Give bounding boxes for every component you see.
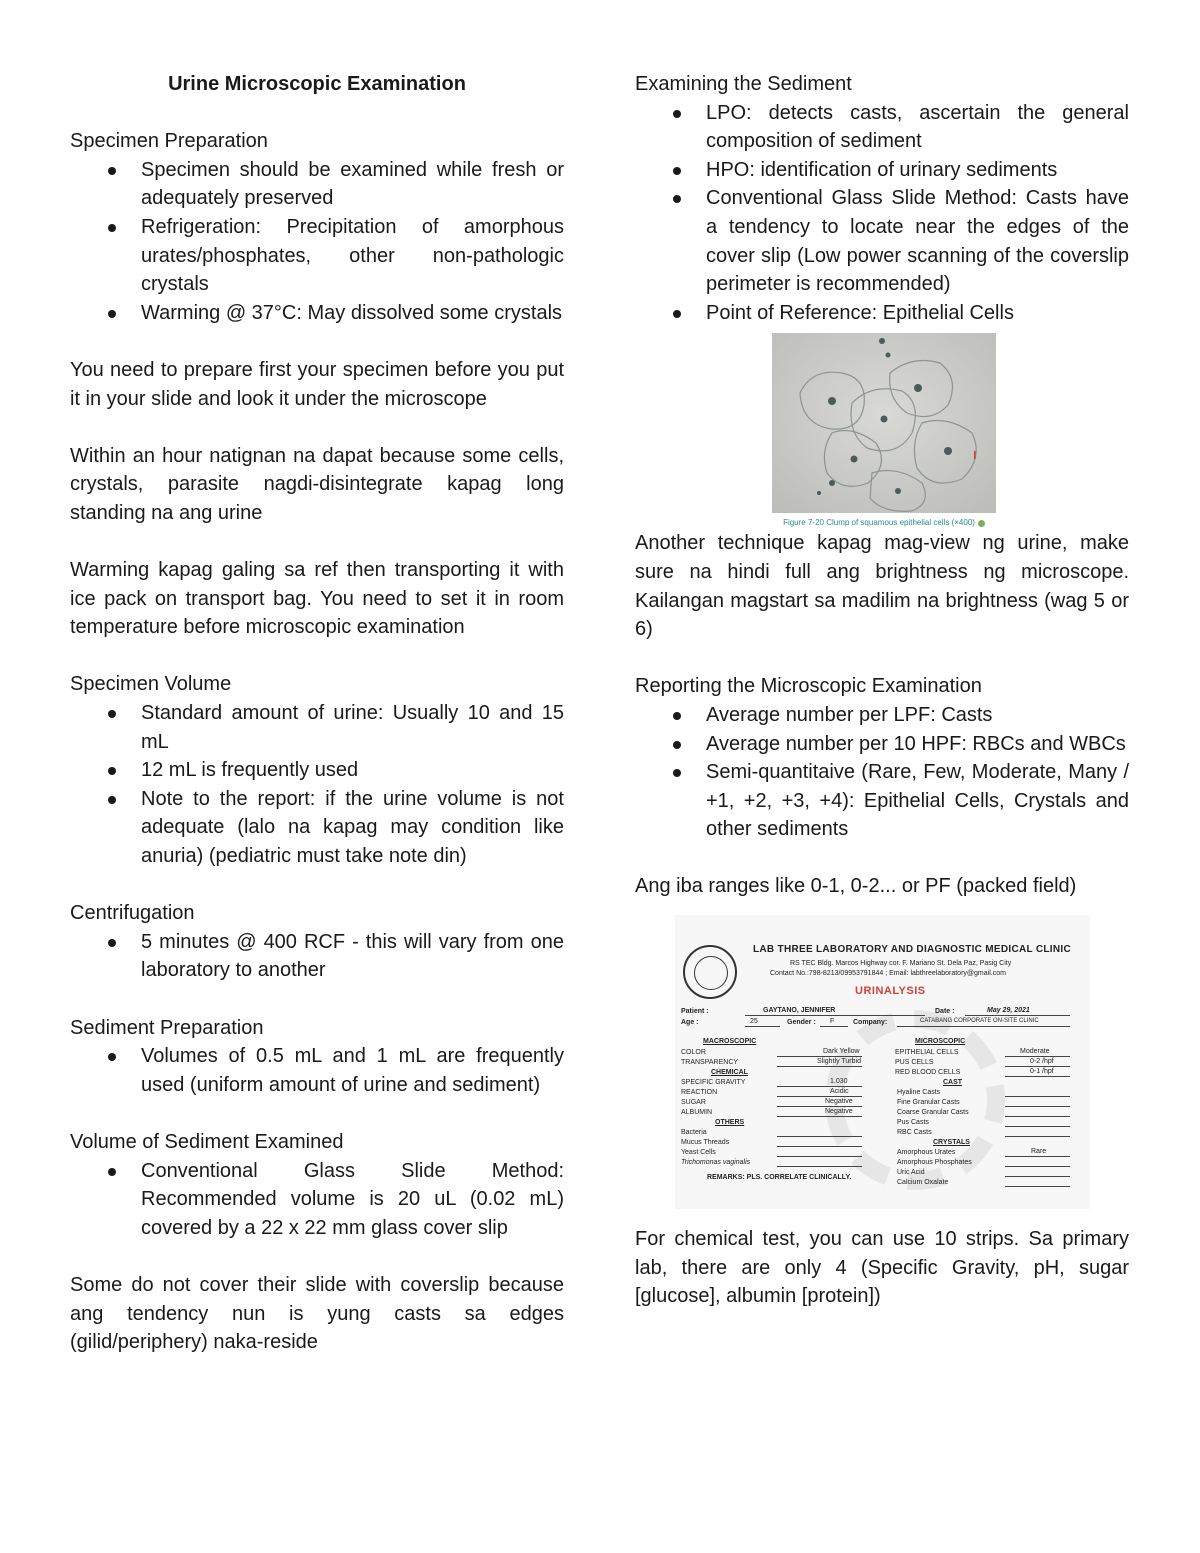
report-company-label: Company: — [853, 1019, 888, 1027]
report-rule — [965, 1015, 1070, 1016]
report-gender-label: Gender : — [787, 1019, 816, 1027]
report-row-label: REACTION — [681, 1089, 718, 1097]
report-row-value: 0-1 /hpf — [1030, 1068, 1054, 1076]
clinic-seal-logo — [683, 945, 737, 999]
list-item: Semi-quantitaive (Rare, Few, Moderate, Many / +1, +2, +3, +4): Epithelial Cells, Crystals and other sediments — [635, 758, 1129, 844]
list-item: Volumes of 0.5 mL and 1 mL are frequently used (uniform amount of urine and sediment) — [70, 1042, 564, 1099]
report-row-label: SPECIFIC GRAVITY — [681, 1079, 746, 1087]
document-title: Urine Microscopic Examination — [168, 73, 466, 95]
heading-centrifugation: Centrifugation — [70, 902, 195, 925]
list-item: LPO: detects casts, ascertain the general composition of sediment — [635, 99, 1129, 156]
report-date-label: Date : — [935, 1008, 955, 1016]
report-row-label: Amorphous Urates — [897, 1149, 956, 1157]
report-row-value: Rare — [1031, 1148, 1047, 1156]
report-row-label: Pus Casts — [897, 1119, 929, 1127]
report-rule — [745, 1026, 780, 1027]
report-row-value: Negative — [825, 1098, 853, 1106]
report-rule — [1005, 1166, 1070, 1167]
report-rule — [1005, 1106, 1070, 1107]
report-rule — [1005, 1186, 1070, 1187]
report-others-heading: OTHERS — [715, 1119, 745, 1127]
list-item: 5 minutes @ 400 RCF - this will vary from one laboratory to another — [70, 928, 564, 985]
figure-caption — [772, 517, 996, 529]
report-rule — [777, 1156, 862, 1157]
report-row-label: ALBUMIN — [681, 1109, 713, 1117]
report-row-label: RBC Casts — [897, 1129, 932, 1137]
list-item: Specimen should be examined while fresh or adequately preserved — [70, 156, 564, 213]
report-rule — [1005, 1156, 1070, 1157]
list-specimen-volume — [70, 699, 564, 871]
list-item: Warming @ 37°C: May dissolved some crystals — [70, 299, 564, 328]
list-centrifugation — [70, 928, 564, 985]
micrograph-image — [772, 333, 996, 513]
report-rule — [777, 1086, 862, 1087]
report-row-label: Uric Acid — [897, 1169, 925, 1177]
report-row-value: Slightly Turbid — [817, 1058, 861, 1066]
report-row-label: Amorphous Phosphates — [897, 1159, 972, 1167]
paragraph-chemical-test: For chemical test, you can use 10 strips. Sa primary lab, there are only 4 (Specific Gravity, pH, sugar [glucose], albumin [protein]) — [635, 1228, 1129, 1308]
report-row-value: Acidic — [830, 1088, 849, 1096]
report-rule — [1005, 1116, 1070, 1117]
report-clinic-name: LAB THREE LABORATORY AND DIAGNOSTIC MEDICAL CLINIC — [753, 944, 1071, 956]
report-cast-heading: CAST — [943, 1079, 963, 1087]
heading-reporting: Reporting the Microscopic Examination — [635, 675, 982, 698]
report-rule — [777, 1066, 862, 1067]
report-remarks: REMARKS: PLS. CORRELATE CLINICALLY. — [707, 1174, 852, 1182]
report-microscopic-heading: MICROSCOPIC — [915, 1038, 966, 1046]
list-item: Note to the report: if the urine volume is not adequate (lalo na kapag may condition like anuria) (pediatric must take note din) — [70, 785, 564, 871]
list-item: Point of Reference: Epithelial Cells — [635, 299, 1129, 328]
list-reporting — [635, 701, 1129, 844]
report-crystals-heading: CRYSTALS — [933, 1139, 970, 1147]
report-row-label: TRANSPARENCY — [681, 1059, 739, 1067]
paragraph-technique: Another technique kapag mag-view ng urine, make sure na hindi full ang brightness ng microscope. Kailangan magstart sa madilim na brightness (wag 5 or 6) — [635, 532, 1129, 641]
report-row-label: Trichomonas vaginalis — [681, 1159, 751, 1167]
list-volume-examined — [70, 1157, 564, 1243]
report-rule — [1005, 1126, 1070, 1127]
report-date-value: May 29, 2021 — [987, 1007, 1030, 1015]
report-gender-value: F — [830, 1018, 835, 1026]
heading-examining-sediment: Examining the Sediment — [635, 73, 852, 95]
report-chemical-heading: CHEMICAL — [711, 1069, 748, 1077]
report-row-value: 1.030 — [830, 1078, 848, 1086]
list-examining-sediment — [635, 99, 1129, 328]
report-rule — [745, 1015, 925, 1016]
right-column — [635, 70, 1129, 1311]
paragraph-ranges: Ang iba ranges like 0-1, 0-2... or PF (packed field) — [635, 875, 1077, 898]
report-rule — [1005, 1076, 1070, 1077]
report-age-value: 25 — [750, 1018, 758, 1026]
report-row-label: Mucus Threads — [681, 1139, 730, 1147]
paragraph-warming: Warming kapag galing sa ref then transporting it with ice pack on transport bag. You need to set it in room temperature before microscopic examination — [70, 559, 564, 639]
report-row-label: SUGAR — [681, 1099, 706, 1107]
urinalysis-report-image — [675, 915, 1090, 1209]
report-rule — [777, 1136, 862, 1137]
report-company-value: CATABANG CORPORATE ON-SITE CLINIC — [920, 1018, 1039, 1025]
list-specimen-preparation — [70, 156, 564, 328]
paragraph-within-hour: Within an hour natignan na dapat because some cells, crystals, parasite nagdi-disintegrate kapag long standing na ang urine — [70, 444, 564, 524]
report-title: URINALYSIS — [855, 985, 926, 998]
report-row-value: 0-2 /hpf — [1030, 1058, 1054, 1066]
list-sediment-preparation — [70, 1042, 564, 1099]
heading-sediment-preparation: Sediment Preparation — [70, 1016, 264, 1039]
report-row-label: EPITHELIAL CELLS — [895, 1049, 959, 1057]
list-item: HPO: identification of urinary sediments — [635, 156, 1129, 185]
report-row-label: COLOR — [681, 1049, 706, 1057]
report-row-label: Fine Granular Casts — [897, 1099, 960, 1107]
report-rule — [1005, 1136, 1070, 1137]
list-item: 12 mL is frequently used — [70, 756, 564, 785]
left-column — [70, 70, 564, 1357]
list-item: Average number per LPF: Casts — [635, 701, 1129, 730]
report-row-label: Bacteria — [681, 1129, 707, 1137]
report-age-label: Age : — [681, 1019, 699, 1027]
report-row-label: PUS CELLS — [895, 1059, 934, 1067]
report-rule — [820, 1026, 848, 1027]
heading-specimen-volume: Specimen Volume — [70, 673, 232, 696]
report-rule — [777, 1146, 862, 1147]
report-row-label: Coarse Granular Casts — [897, 1109, 969, 1117]
report-macroscopic-heading: MACROSCOPIC — [703, 1038, 757, 1046]
list-item: Standard amount of urine: Usually 10 and 15 mL — [70, 699, 564, 756]
list-item: Refrigeration: Precipitation of amorphous urates/phosphates, other non-pathologic crystals — [70, 213, 564, 299]
link-icon — [978, 520, 985, 527]
epithelial-cells-micrograph — [772, 333, 996, 529]
report-rule — [777, 1116, 862, 1117]
report-row-label: Yeast Cells — [681, 1149, 716, 1157]
report-row-value: Moderate — [1020, 1048, 1050, 1056]
report-address: RS TEC Bldg. Marcos Highway cor. F. Mariano St. Dela Paz, Pasig City — [790, 960, 1012, 968]
heading-specimen-preparation: Specimen Preparation — [70, 130, 268, 153]
list-item: Conventional Glass Slide Method: Recommended volume is 20 uL (0.02 mL) covered by a 22 x 22 mm glass cover slip — [70, 1157, 564, 1243]
report-row-label: Calcium Oxalate — [897, 1179, 949, 1187]
report-rule — [1005, 1096, 1070, 1097]
report-patient-value: GAYTANO, JENNIFER — [763, 1007, 836, 1015]
heading-volume-examined: Volume of Sediment Examined — [70, 1130, 344, 1153]
report-rule — [777, 1166, 862, 1167]
report-rule — [1005, 1176, 1070, 1177]
report-row-value: Dark Yellow — [823, 1048, 860, 1056]
list-item: Conventional Glass Slide Method: Casts have a tendency to locate near the edges of the cover slip (Low power scanning of the coverslip perimeter is recommended) — [635, 184, 1129, 298]
report-row-label: RED BLOOD CELLS — [895, 1069, 961, 1077]
report-row-label: Hyaline Casts — [897, 1089, 941, 1097]
paragraph-prepare: You need to prepare first your specimen before you put it in your slide and look it under the microscope — [70, 358, 564, 410]
figure-caption-text: Figure 7-20 Clump of squamous epithelial cells (×400) — [783, 518, 975, 528]
report-contact: Contact No.:798-8213/09953791844 ; Email: labthreelaboratory@gmail.com — [770, 970, 1006, 978]
report-patient-label: Patient : — [681, 1008, 709, 1016]
list-item: Average number per 10 HPF: RBCs and WBCs — [635, 730, 1129, 759]
report-rule — [897, 1026, 1070, 1027]
paragraph-coverslip: Some do not cover their slide with coverslip because ang tendency nun is yung casts sa edges (gilid/periphery) naka-reside — [70, 1273, 564, 1354]
report-row-value: Negative — [825, 1108, 853, 1116]
